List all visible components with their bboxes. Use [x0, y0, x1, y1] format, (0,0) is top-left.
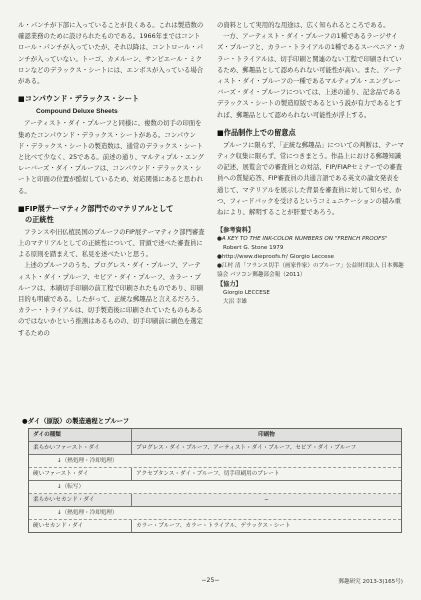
paragraph: ル・パンチが下部に入っていることが良くある。これは製造数の確認業務のために設けられたものである。1966年まではコントロール・パンチが入っていたが、それ以降は、コントロール・パンチが入っていない。トーゴ、カメルーン、サンピエール・ミクロンなどのデラックス・シートには、エンボスが入っている場合がある。 [18, 21, 204, 86]
die-process-table [28, 428, 402, 533]
table-cell: 硬いファースト・ダイ [29, 468, 132, 480]
paragraph: フランスや旧仏植民国のプルーフのFIP展テーマティク部門審査上のマテリアルとしての正統性について、冒頭で述べた審査員による原則を踏まえて、私見を述べたいと思う。 [18, 227, 205, 259]
section-subheading-en: Compound Deluxe Sheets [36, 108, 118, 116]
table-cell: アクセプタンス・ダイ・プルーフ、切手印刷用のプレート [136, 471, 280, 477]
process-note-row [29, 481, 401, 494]
process-note: ↓（熱処理・冷却処理） [57, 510, 118, 516]
left-column [18, 20, 206, 339]
paragraph: プルーフに限らず、「正統な郵趣品」についての判断は、テーマティク収集に限らず、常につきまとう。作品上における郵趣知識の記述、展覧会での審査員との対話、FIP/FIAPセミナーでの審査員への質疑応答、FIP審査員の共通言語である英文の論文発表を通じて、マテリアルを展示した背景を審査員に対して知らせ、かつ、フィードバックを受けるというコミュニケーションの積み重ねにより、解明することが肝要であろう。 [217, 140, 404, 217]
process-note-row [29, 507, 401, 520]
reference-item: ●江村 清「フランス切手（画家作家）のプルーフ」公益財団法人 日本郵趣協会 パソコン郵趣部会報（2011） [217, 263, 404, 279]
table-cell: カラー・プルーフ、カラー・トライアル、デラックス・シート [136, 523, 291, 529]
credit-item: Giorgio LECCESE [223, 290, 270, 297]
reference-item: ●http://www.dieproofs.fr/ Giorgio Leccese [217, 254, 334, 261]
credits-title: 【協力】 [217, 281, 242, 289]
section-heading [18, 203, 206, 225]
reference-item: ●A KEY TO THE INK-COLOR NUMBERS ON "FRENCH PROOFS" [217, 236, 388, 243]
table-row [29, 494, 401, 507]
paragraph: 上述のプルーフのうち、プログレス・ダイ・プルーフ、アーティスト・ダイ・プルーフ、セピア・ダイ・プルーフ、カラー・プルーフは、本刷切手印刷の前工程で印刷されたものであり、印刷目的も明確である。したがって、正統な郵趣品と言えるだろう。カラー・トライアルは、切手製造後に印刷されていたものもあるのではないかという推測はあるものの、切手印刷前に刷色を選定するための [18, 261, 204, 337]
page-number: −25− [201, 577, 220, 584]
process-note-row [29, 455, 401, 468]
header-cell: ダイの種類 [29, 429, 132, 441]
references [217, 226, 405, 307]
table-cell: プログレス・ダイ・プルーフ、アーティスト・ダイ・プルーフ、セピア・ダイ・プルーフ [136, 445, 357, 451]
right-column [217, 20, 405, 307]
table-row [29, 442, 401, 455]
heading-line-2: の正統性 [25, 214, 54, 224]
process-note: ↓（転写） [57, 484, 85, 490]
table-cell: 硬いセカンド・ダイ [29, 520, 132, 532]
section-heading: ■コンパウンド・デラックス・シート [18, 94, 140, 104]
table-row [29, 520, 401, 532]
paragraph: の資料として実用的な用途は、広く知られるところである。 [217, 21, 390, 29]
journal-info: 郵趣研究 2013-3(165号) [338, 579, 403, 585]
table-title: ●ダイ（原版）の製造過程とプルーフ [22, 417, 130, 425]
paragraph: アーティスト・ダイ・プルーフと同様に、複数の切手の印面を集めたコンパウンド・デラックス・シートがある。コンパウンド・デラックス・シートの製造数は、通常のデラックス・シートと比べて少なく、25である。前述の通り、マルティプル・エングレーバーズ・ダイ・プルーフは、コンパウンド・デラックス・シートと印面の位置が酷似しているため、対応関係にあると思われる。 [18, 119, 205, 195]
header-cell: 印刷物 [258, 432, 275, 438]
paragraph: 一方、アーティスト・ダイ・プルーフの1種であるラージサイズ・プルーフと、カラー・トライアルの1種であるスーベニア・カラー・トライアルは、切手印刷と関連のない工程で印刷されているため、郵趣品として認められない可能性が高い。また、アーティスト・ダイ・プルーフの一種であるマルティプル・エングレーバーズ・ダイ・プルーフについては、上述の通り、記念品であるデラックス・シートの製造原版であるという説が有力であるとすれば、郵趣品として認められない可能性が浮上する。 [217, 32, 405, 119]
table-cell: 柔らかいセカンド・ダイ [29, 494, 132, 506]
credit-item: 大沼 幸雄 [223, 299, 248, 306]
table-cell: 柔らかいファースト・ダイ [29, 442, 132, 454]
section-heading: ■作品制作上での留意点 [217, 127, 296, 137]
reference-author: Robert G. Stone 1979 [223, 245, 284, 252]
table-header [29, 429, 401, 442]
table-cell: − [264, 497, 269, 503]
process-note: ↓（熱処理・冷却処理） [57, 458, 118, 464]
references-title: 【参考資料】 [217, 227, 255, 235]
heading-line-1: ■FIP展テーマティク部門でのマテリアルとして [18, 203, 174, 213]
table-row [29, 468, 401, 481]
